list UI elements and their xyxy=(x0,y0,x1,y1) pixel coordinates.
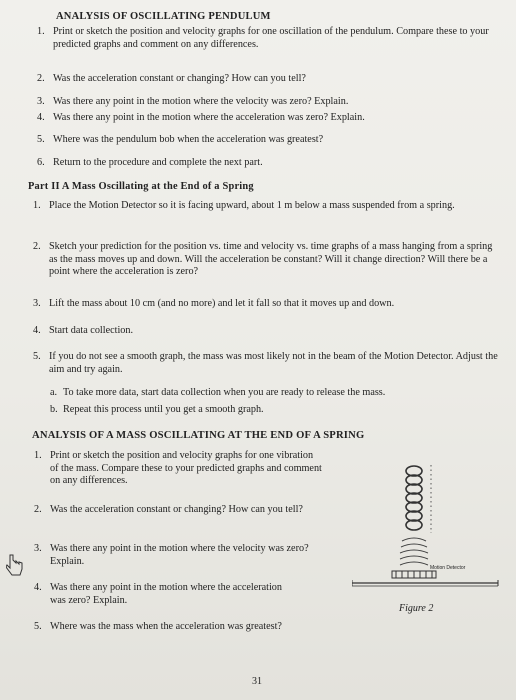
motion-detector xyxy=(392,571,436,578)
figure-caption: Figure 2 xyxy=(399,603,434,614)
page-number: 31 xyxy=(252,676,262,687)
figure-spring-motion-detector xyxy=(352,455,502,603)
document-page: ANALYSIS OF OSCILLATING PENDULUM 1. Print or sketch the position and velocity graphs for one oscillation of the pendulum. Compare these to your predicted graphs and comment on any differences. 2. Was the acceleration constant or changing? How can you tell? 3. Was there any point in the motion where the velocity was zero? Explain. 4. Was there any point in the motion where the acceleration was zero? Explain. 5. Where was the pendulum bob when the acceleration was greatest? 6. Return to the procedure and complete the next part. Part II A Mass Oscillating at the End of a Spring 1. Place the Motion Detector so it is facing upward, about 1 m below a mass suspended from a spring. 2. Sketch your prediction for the position vs. time and velocity vs. time graphs of a mass hanging from a spring as the mass moves up and down. Will the acceleration be constant? Will it change direction? Will there be a point where the acceleration is zero? 3. Lift the mass about 10 cm (and no more) and let it fall so that it moves up and down. 4. Start data collection. 5. If you do not see a smooth graph, the mass was most likely not in the beam of the Motion Detector. Adjust the aim and try again. a. To take more data, start data collection when you are ready to release the mass. b. Repeat this process until you get a smooth graph. ANALYSIS OF A MASS OSCILLATING AT THE END OF A SPRING 1. Print or sketch the position and velocity graphs for one vibration of the mass. Compare these to your predicted graphs and comment on any differences. 2. Was the acceleration constant or changing? How can you tell? 3. Was there any point in the motion where the velocity was zero? Explain. 4. Was there any point in the motion where the acceleration was zero? Explain. 5. Where was the mass when the acceleration was greatest? Motion Detector Figure 2 31 xyxy=(0,0,516,700)
sound-wave-arcs xyxy=(400,538,428,565)
part-two-heading: Part II A Mass Oscillating at the End of a Spring xyxy=(28,181,254,192)
hand-cursor-icon xyxy=(6,554,24,576)
analysis-spring-heading: ANALYSIS OF A MASS OSCILLATING AT THE END OF A SPRING xyxy=(32,430,365,441)
spring-coils xyxy=(406,466,422,530)
analysis-pendulum-heading: ANALYSIS OF OSCILLATING PENDULUM xyxy=(56,11,271,22)
motion-detector-label: Motion Detector xyxy=(430,565,466,571)
